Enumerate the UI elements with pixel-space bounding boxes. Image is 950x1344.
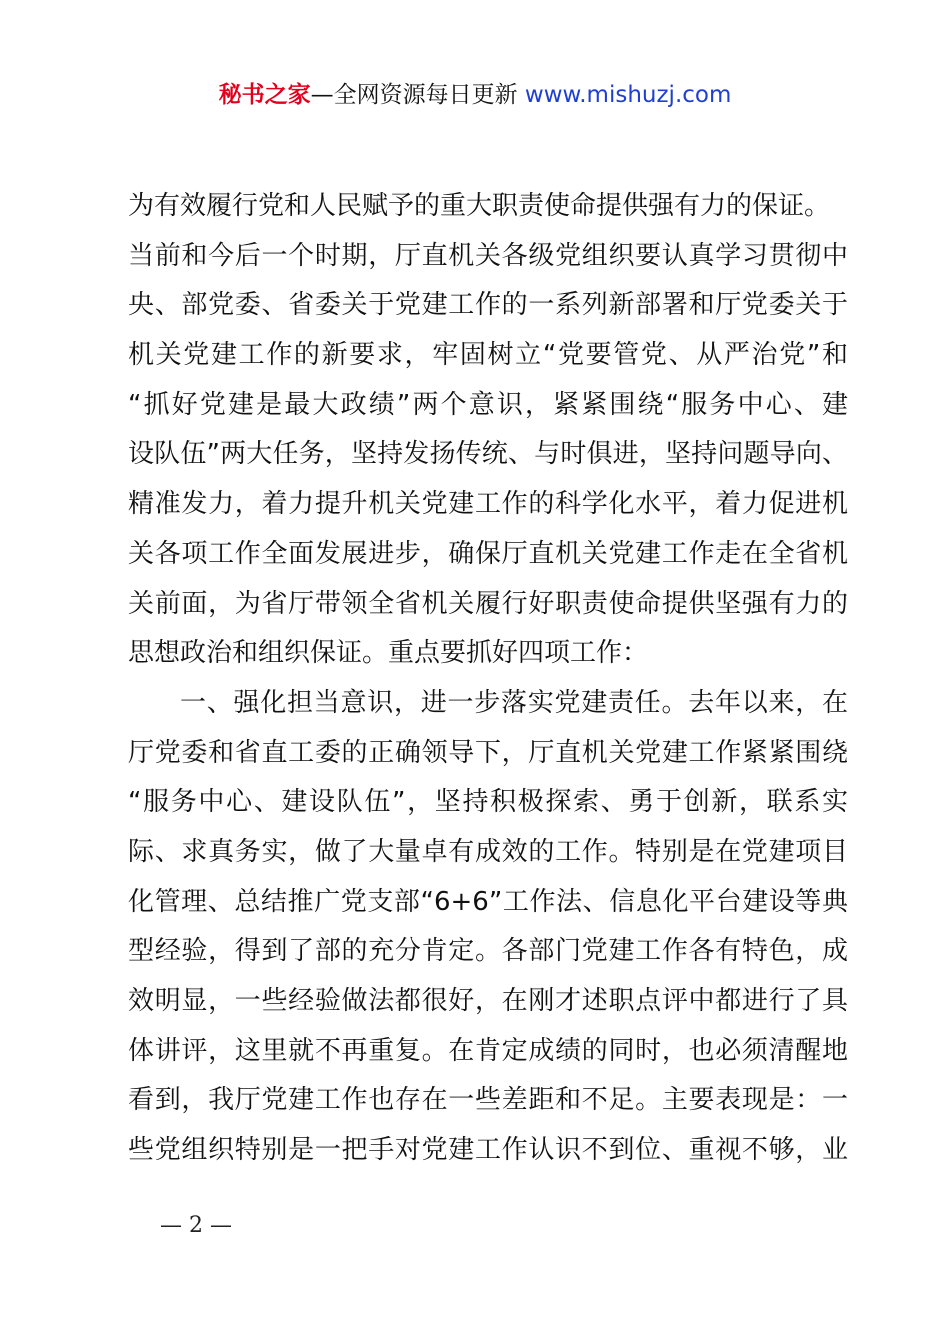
text-line: 效明显，一些经验做法都很好，在刚才述职点评中都进行了具	[128, 986, 848, 1016]
text-line: 思想政治和组织保证。重点要抓好四项工作：	[128, 638, 649, 669]
header-tagline: —全网资源每日更新	[310, 82, 518, 108]
text-line: 化管理、总结推广党支部“6+6”工作法、信息化平台建设等典	[128, 886, 848, 917]
text-line: 当前和今后一个时期，厅直机关各级党组织要认真学习贯彻中	[128, 240, 848, 271]
text-line: 看到，我厅党建工作也存在一些差距和不足。主要表现是：一	[128, 1085, 848, 1116]
text-line: 精准发力，着力提升机关党建工作的科学化水平，着力促进机	[128, 489, 848, 520]
text-line: “抓好党建是最大政绩”两个意识，紧紧围绕“服务中心、建	[128, 389, 848, 420]
text-line: 型经验，得到了部的充分肯定。各部门党建工作各有特色，成	[128, 936, 848, 967]
text-line: 设队伍”两大任务，坚持发扬传统、与时俱进，坚持问题导向、	[128, 439, 848, 470]
document-body	[128, 182, 848, 1176]
text-line: 央、部党委、省委关于党建工作的一系列新部署和厅党委关于	[128, 290, 848, 321]
text-line: 些党组织特别是一把手对党建工作认识不到位、重视不够，业	[128, 1135, 848, 1166]
site-header	[0, 78, 950, 112]
site-url-link[interactable]: www.mishuzj.com	[524, 82, 732, 108]
text-line: “服务中心、建设队伍”，坚持积极探索、勇于创新，联系实	[128, 787, 848, 818]
text-line: 关前面，为省厅带领全省机关履行好职责使命提供坚强有力的	[128, 588, 848, 619]
text-line: 际、求真务实，做了大量卓有成效的工作。特别是在党建项目	[128, 836, 848, 867]
text-line: 体讲评，这里就不再重复。在肯定成绩的同时，也必须清醒地	[128, 1035, 848, 1066]
text-line: 厅党委和省直工委的正确领导下，厅直机关党建工作紧紧围绕	[128, 737, 848, 768]
section-heading-line: 一、强化担当意识，进一步落实党建责任。去年以来，在	[180, 687, 848, 718]
page-number: — 2 —	[160, 1213, 232, 1238]
brand-name: 秘书之家	[218, 82, 311, 108]
text-line: 为有效履行党和人民赋予的重大职责使命提供强有力的保证。	[128, 191, 831, 221]
text-line: 机关党建工作的新要求，牢固树立“党要管党、从严治党”和	[128, 340, 848, 371]
text-line: 关各项工作全面发展进步，确保厅直机关党建工作走在全省机	[128, 538, 848, 569]
